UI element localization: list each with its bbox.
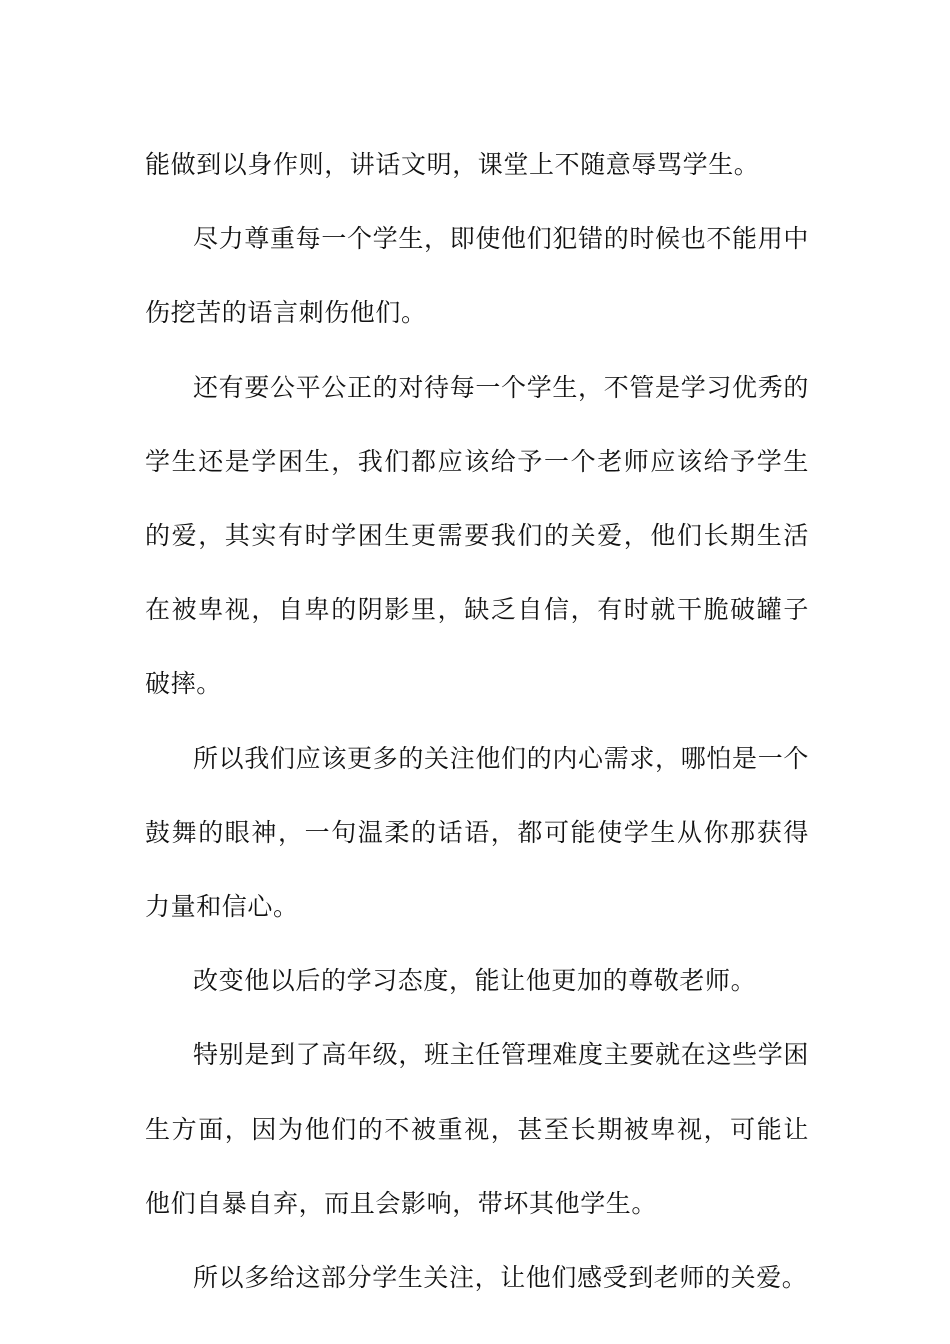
body-text xyxy=(145,128,809,1315)
paragraph: 特别是到了高年级，班主任管理难度主要就在这些学困生方面，因为他们的不被重视，甚至长期被卑视，可能让他们自暴自弃，而且会影响，带坏其他学生。 xyxy=(145,1040,809,1218)
paragraph-continued: 能做到以身作则，讲话文明，课堂上不随意辱骂学生。 xyxy=(145,150,760,179)
paragraph: 改变他以后的学习态度，能让他更加的尊敬老师。 xyxy=(193,966,757,996)
paragraph: 所以多给这部分学生关注，让他们感受到老师的关爱。 xyxy=(193,1263,808,1293)
paragraph: 尽力尊重每一个学生，即使他们犯错的时候也不能用中伤挖苦的语言刺伤他们。 xyxy=(145,224,809,328)
paragraph: 还有要公平公正的对待每一个学生，不管是学习优秀的学生还是学困生，我们都应该给予一个老师应该给予学生的爱，其实有时学困生更需要我们的关爱，他们长期生活在被卑视，自卑的阴影里，缺乏自信，有时就干脆破罐子破摔。 xyxy=(145,372,809,699)
paragraph: 所以我们应该更多的关注他们的内心需求，哪怕是一个鼓舞的眼神，一句温柔的话语，都可能使学生从你那获得力量和信心。 xyxy=(145,743,809,922)
